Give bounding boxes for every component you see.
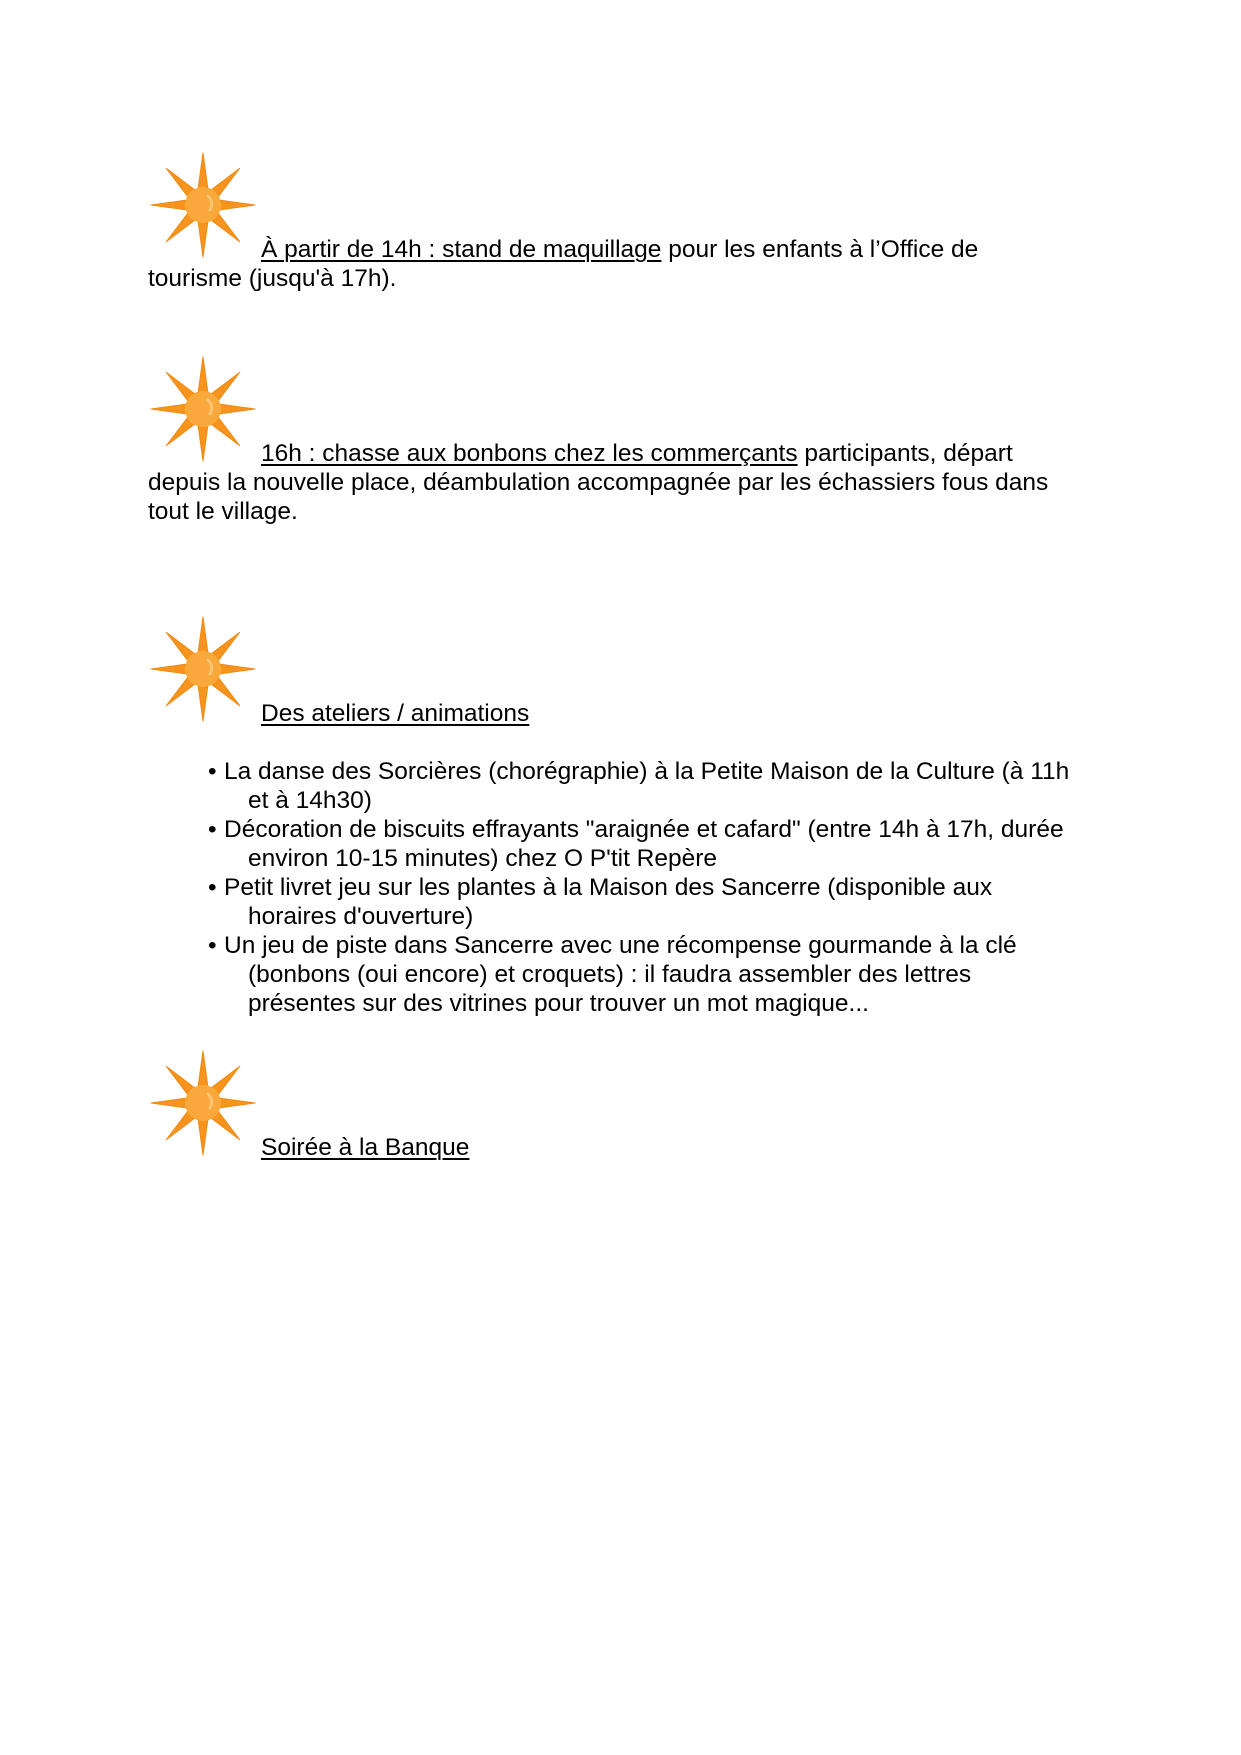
list-item: • Petit livret jeu sur les plantes à la Maison des Sancerre (disponible aux horaires d'ouverture) [208,874,993,930]
chasse-text [148,439,1048,526]
list-item: • Un jeu de piste dans Sancerre avec une récompense gourmande à la clé (bonbons (oui encore) et croquets) : il faudra assembler des lettres présentes sur des vitrines pour trouver un mot magique... [208,932,1017,1017]
bullet-icon: • [208,874,217,901]
ateliers-title: Des ateliers / animations [261,700,530,727]
bullet-icon: • [208,758,217,785]
maquillage-line2: tourisme (jusqu'à 17h). [148,265,397,292]
list-item: • La danse des Sorcières (chorégraphie) à la Petite Maison de la Culture (à 11h et à 14h30) [208,758,1070,814]
bullet-icon: • [208,816,217,843]
section-maquillage [148,150,1098,300]
section-ateliers [148,614,1098,1034]
chasse-rest: participants, départ [797,440,1013,467]
soiree-heading [148,1133,469,1162]
activities-list [208,757,1154,1018]
maquillage-title: À partir de 14h : stand de maquillage [261,236,662,263]
soiree-title: Soirée à la Banque [261,1134,470,1161]
chasse-line2: depuis la nouvelle place, déambulation accompagnée par les échassiers fous dans [148,469,1049,496]
ateliers-heading [148,699,529,728]
section-chasse-bonbons [148,354,1098,534]
maquillage-rest: pour les enfants à l’Office de [661,236,979,263]
chasse-title: 16h : chasse aux bonbons chez les commerçants [261,440,798,467]
section-soiree [148,1048,1098,1178]
list-item: • Décoration de biscuits effrayants "araignée et cafard" (entre 14h à 17h, durée environ 10-15 minutes) chez O P'tit Repère [208,816,1064,872]
chasse-line3: tout le village. [148,498,298,525]
maquillage-text [148,235,978,293]
bullet-icon: • [208,932,217,959]
